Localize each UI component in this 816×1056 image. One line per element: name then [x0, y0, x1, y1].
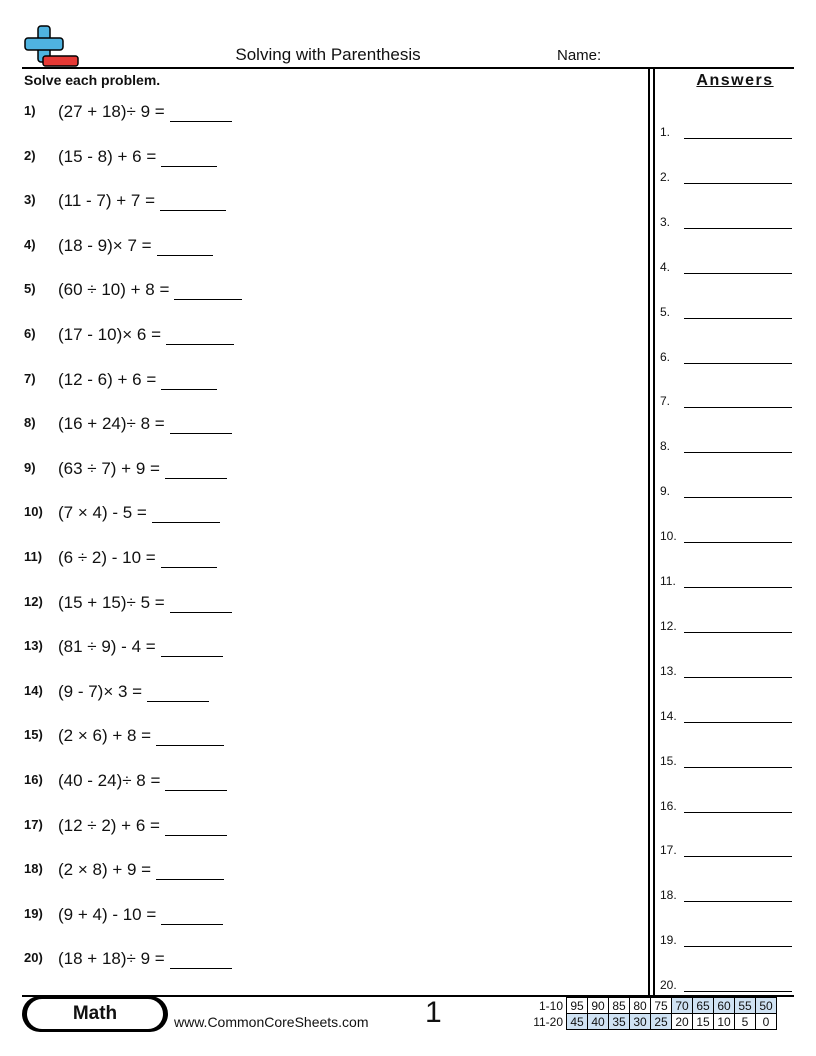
- answer-number: 18.: [660, 888, 677, 903]
- problem-expression: (12 ÷ 2) + 6 =: [58, 815, 160, 835]
- answers-header: Answers: [696, 72, 774, 89]
- score-cell: 75: [651, 998, 672, 1014]
- answer-row: [660, 662, 792, 678]
- problem-number: 13): [24, 638, 43, 654]
- answer-blank[interactable]: [161, 549, 217, 568]
- score-cell: 95: [567, 998, 588, 1014]
- answer-row: [660, 707, 792, 723]
- answer-blank[interactable]: [166, 326, 234, 345]
- answer-number: 17.: [660, 843, 677, 858]
- score-cell: 30: [630, 1014, 651, 1030]
- problem-number: 17): [24, 816, 43, 832]
- score-row: [529, 998, 777, 1014]
- answer-blank[interactable]: [170, 103, 232, 122]
- answer-row: [660, 168, 792, 184]
- score-cell: 25: [651, 1014, 672, 1030]
- answer-row: [660, 572, 792, 588]
- score-cell: 0: [756, 1014, 777, 1030]
- answer-number: 6.: [660, 349, 671, 364]
- score-cell: 60: [714, 998, 735, 1014]
- name-label: Name:: [557, 47, 602, 64]
- score-row-label: 1-10: [538, 998, 563, 1013]
- problem-number: 18): [24, 861, 43, 877]
- answer-row: [660, 348, 792, 364]
- answer-blank[interactable]: [170, 415, 232, 434]
- score-cell: 65: [693, 998, 714, 1014]
- column-divider: [648, 69, 650, 995]
- answer-row: [660, 752, 792, 768]
- answer-blank[interactable]: [161, 906, 223, 925]
- score-cell: 20: [672, 1014, 693, 1030]
- answer-row: [660, 841, 792, 857]
- problem-item: [24, 544, 217, 570]
- answer-row: [660, 976, 792, 992]
- problem-expression: (40 - 24)÷ 8 =: [58, 771, 161, 790]
- problem-expression: (12 - 6) + 6 =: [58, 369, 157, 389]
- problem-item: [24, 945, 232, 971]
- problem-item: [24, 98, 232, 124]
- score-row: [529, 1014, 777, 1030]
- problem-expression: (11 - 7) + 7 =: [58, 191, 156, 211]
- problem-expression: (2 × 6) + 8 =: [58, 726, 152, 746]
- score-cell: 35: [609, 1014, 630, 1030]
- score-cell: 45: [567, 1014, 588, 1030]
- instructions: Solve each problem.: [24, 72, 161, 88]
- problem-expression: (18 + 18)÷ 9 =: [58, 949, 165, 969]
- answer-row: [660, 437, 792, 453]
- answer-line[interactable]: [684, 442, 792, 453]
- answer-line[interactable]: [684, 487, 792, 498]
- problem-number: 2): [24, 147, 36, 163]
- answer-number: 8.: [660, 439, 671, 454]
- problem-number: 19): [24, 905, 43, 921]
- score-cell: 80: [630, 998, 651, 1014]
- answer-row: [660, 617, 792, 633]
- problem-item: [24, 410, 232, 436]
- answer-row: [660, 123, 792, 139]
- answer-number: 11.: [660, 574, 676, 588]
- problem-number: 14): [24, 682, 43, 698]
- problem-expression: (60 ÷ 10) + 8 =: [58, 280, 170, 300]
- problem-number: 15): [24, 727, 43, 743]
- problem-expression: (18 - 9)× 7 =: [58, 235, 152, 255]
- subject-label: Math: [27, 999, 163, 1029]
- answer-row: [660, 303, 792, 319]
- answer-number: 10.: [660, 529, 677, 544]
- problem-number: 5): [24, 281, 36, 297]
- problem-expression: (27 + 18)÷ 9 =: [58, 102, 165, 121]
- answer-blank[interactable]: [174, 281, 242, 300]
- problem-number: 3): [24, 192, 36, 208]
- answer-number: 5.: [660, 304, 671, 319]
- problem-item: [24, 812, 227, 838]
- answer-number: 7.: [660, 394, 671, 409]
- answer-line[interactable]: [684, 308, 792, 319]
- answer-number: 1.: [660, 125, 671, 139]
- score-cell: 10: [714, 1014, 735, 1030]
- score-table: [529, 997, 777, 1030]
- answer-row: [660, 931, 792, 947]
- website-text: www.CommonCoreSheets.com: [174, 1014, 369, 1030]
- problem-number: 4): [24, 236, 36, 252]
- page-number: 1: [425, 996, 442, 1029]
- problem-expression: (15 - 8) + 6 =: [58, 146, 157, 166]
- answer-blank[interactable]: [161, 638, 223, 657]
- problem-expression: (81 ÷ 9) - 4 =: [58, 637, 156, 657]
- top-divider: [22, 67, 794, 69]
- score-row-label: 11-20: [533, 1014, 563, 1029]
- column-divider: [653, 69, 655, 995]
- problem-number: 20): [24, 950, 43, 966]
- answer-blank[interactable]: [170, 950, 232, 969]
- score-cell: 90: [588, 998, 609, 1014]
- problem-number: 6): [24, 326, 36, 341]
- answer-blank[interactable]: [157, 237, 213, 256]
- problem-number: 1): [24, 103, 36, 118]
- answer-line[interactable]: [684, 802, 792, 813]
- problem-item: [24, 678, 209, 704]
- answer-blank[interactable]: [165, 772, 227, 791]
- answer-line[interactable]: [684, 622, 792, 633]
- score-cell: 50: [756, 998, 777, 1014]
- problem-number: 16): [24, 772, 43, 787]
- answer-line[interactable]: [684, 712, 792, 723]
- problem-item: [24, 901, 223, 927]
- page-title: Solving with Parenthesis: [235, 45, 421, 64]
- answer-line[interactable]: [684, 173, 792, 184]
- answer-number: 14.: [660, 708, 677, 723]
- answer-line[interactable]: [684, 577, 792, 588]
- problem-item: [24, 633, 223, 659]
- answer-number: 9.: [660, 484, 671, 499]
- answer-line[interactable]: [684, 532, 792, 543]
- answer-line[interactable]: [684, 667, 792, 678]
- problem-expression: (2 × 8) + 9 =: [58, 860, 152, 880]
- problem-expression: (9 - 7)× 3 =: [58, 681, 143, 701]
- problem-number: 12): [24, 593, 43, 609]
- problem-expression: (15 + 15)÷ 5 =: [58, 592, 165, 612]
- answer-row: [660, 482, 792, 498]
- problem-item: [24, 856, 224, 882]
- problem-expression: (6 ÷ 2) - 10 =: [58, 548, 156, 567]
- problem-item: [24, 366, 217, 392]
- answer-number: 15.: [660, 753, 677, 768]
- problem-number: 11): [24, 549, 43, 564]
- problem-expression: (17 - 10)× 6 =: [58, 325, 162, 344]
- answer-number: 2.: [660, 169, 671, 184]
- answer-line[interactable]: [684, 128, 792, 139]
- problem-number: 10): [24, 504, 43, 520]
- answer-blank[interactable]: [160, 192, 226, 211]
- answer-line[interactable]: [684, 353, 792, 364]
- problem-expression: (9 + 4) - 10 =: [58, 904, 157, 924]
- problem-expression: (63 ÷ 7) + 9 =: [58, 458, 160, 478]
- answer-line[interactable]: [684, 263, 792, 274]
- answer-blank[interactable]: [156, 727, 224, 746]
- answer-number: 13.: [660, 663, 677, 678]
- answer-line[interactable]: [684, 397, 792, 408]
- problem-expression: (16 + 24)÷ 8 =: [58, 414, 165, 434]
- answer-line[interactable]: [684, 936, 792, 947]
- score-cell: 5: [735, 1014, 756, 1030]
- answer-blank[interactable]: [165, 460, 227, 479]
- answer-blank[interactable]: [152, 504, 220, 523]
- problem-item: [24, 499, 220, 525]
- problem-item: [24, 767, 227, 793]
- problem-item: [24, 276, 242, 302]
- score-cell: 40: [588, 1014, 609, 1030]
- answer-row: [660, 527, 792, 543]
- answer-line[interactable]: [684, 757, 792, 768]
- answer-row: [660, 392, 792, 408]
- problem-item: [24, 722, 224, 748]
- answer-number: 3.: [660, 214, 671, 229]
- problem-item: [24, 321, 234, 347]
- answer-blank[interactable]: [170, 594, 232, 613]
- problem-item: [24, 187, 226, 213]
- score-cell: 55: [735, 998, 756, 1014]
- problem-expression: (7 × 4) - 5 =: [58, 503, 147, 523]
- problem-item: [24, 455, 227, 481]
- answer-number: 12.: [660, 618, 677, 633]
- answer-blank[interactable]: [147, 683, 209, 702]
- answer-line[interactable]: [684, 846, 792, 857]
- answer-row: [660, 213, 792, 229]
- answer-row: [660, 886, 792, 902]
- answer-line[interactable]: [684, 891, 792, 902]
- answer-blank[interactable]: [156, 861, 224, 880]
- problem-item: [24, 143, 217, 169]
- answer-blank[interactable]: [161, 371, 217, 390]
- score-cell: 85: [609, 998, 630, 1014]
- problem-item: [24, 232, 213, 258]
- answer-number: 16.: [660, 798, 677, 813]
- answer-row: [660, 258, 792, 274]
- answer-number: 19.: [660, 933, 677, 948]
- problem-item: [24, 589, 232, 615]
- answer-number: 4.: [660, 259, 671, 274]
- problem-number: 8): [24, 415, 36, 431]
- score-cell: 15: [693, 1014, 714, 1030]
- problem-number: 7): [24, 370, 36, 386]
- answer-number: 20.: [660, 978, 677, 993]
- answer-blank[interactable]: [161, 148, 217, 167]
- answer-line[interactable]: [684, 981, 792, 992]
- problem-number: 9): [24, 459, 36, 475]
- answer-row: [660, 797, 792, 813]
- answer-line[interactable]: [684, 218, 792, 229]
- answer-blank[interactable]: [165, 817, 227, 836]
- score-cell: 70: [672, 998, 693, 1014]
